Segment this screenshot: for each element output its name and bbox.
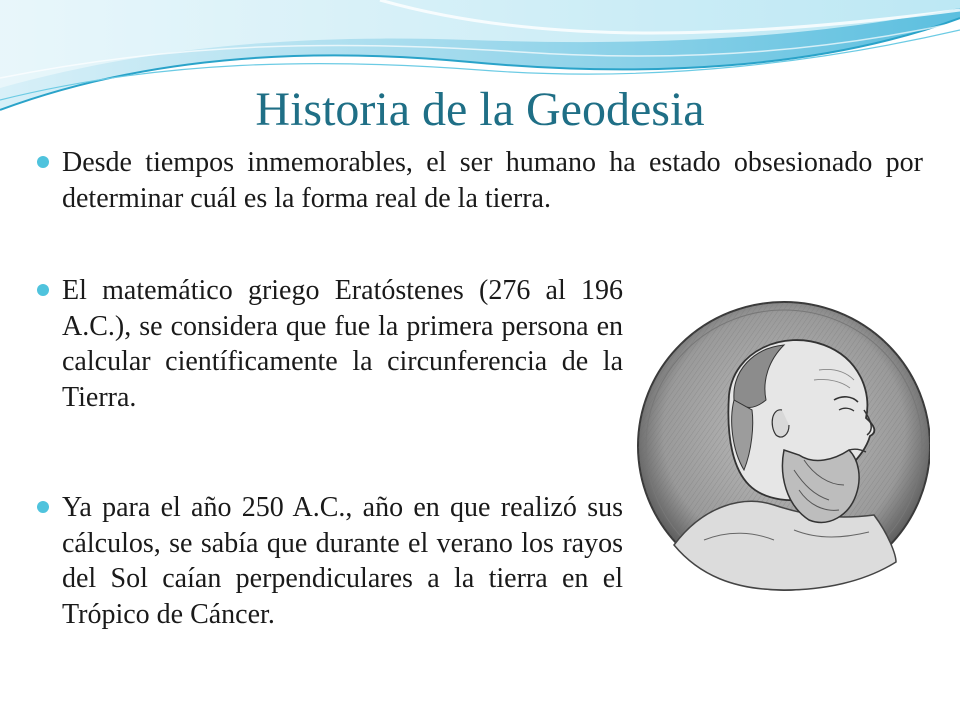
bullet-dot-icon	[37, 501, 49, 513]
bullet-text: Ya para el año 250 A.C., año en que realizó sus cálculos, se sabía que durante el verano los rayos del Sol caían perpendiculares a la tierra en el Trópico de Cáncer.	[62, 492, 623, 630]
bullet-item	[37, 273, 623, 415]
bullet-text: Desde tiempos inmemorables, el ser humano ha estado obsesionado por determinar cuál es la forma real de la tierra.	[62, 147, 923, 214]
slide-title: Historia de la Geodesia	[255, 83, 705, 136]
bullet-item	[37, 145, 923, 216]
bullet-text: El matemático griego Eratóstenes (276 al 196 A.C.), se considera que fue la primera persona en calcular científicamente la circunferencia de la Tierra.	[62, 275, 623, 413]
bullet-dot-icon	[37, 156, 49, 168]
bullet-item	[37, 490, 623, 632]
bullet-dot-icon	[37, 284, 49, 296]
eratosthenes-portrait-image	[634, 300, 930, 592]
